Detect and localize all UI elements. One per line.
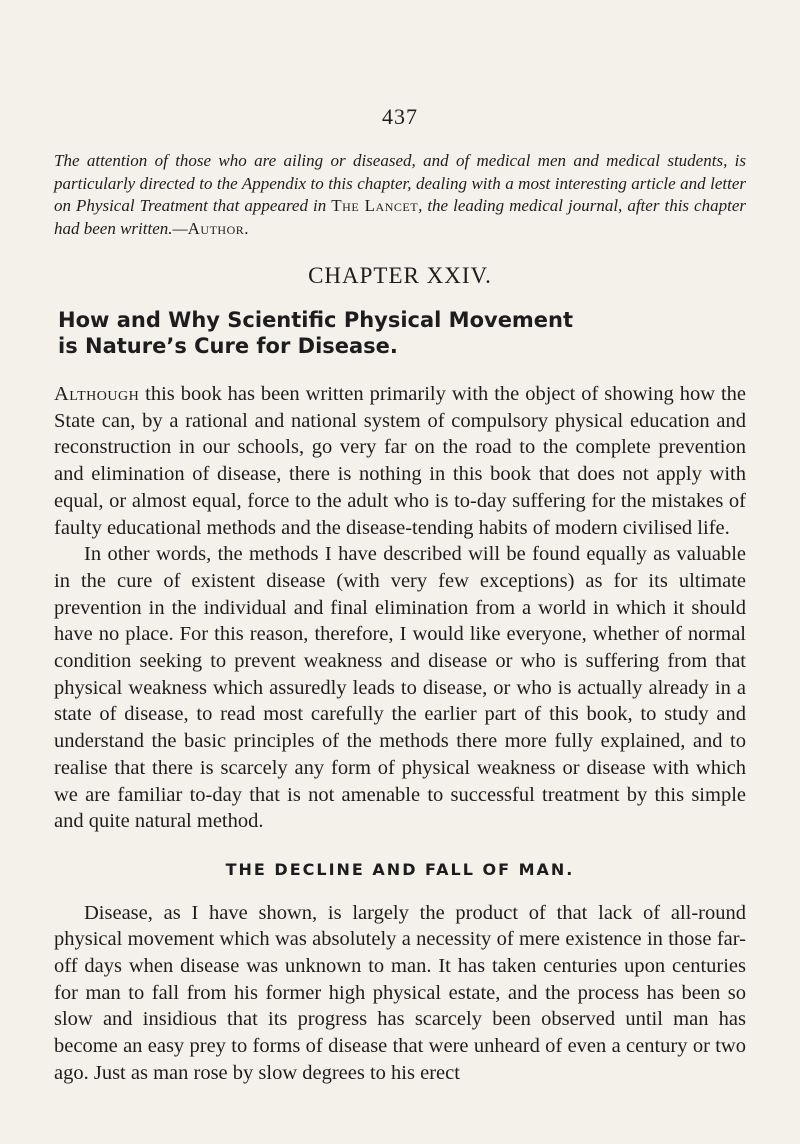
- paragraph-1-text: this book has been written primarily with the object of showing how the State can, by a rational and national system of compulsory physical education and reconstruction in our schools, go very far on the road to the complete prevention and elimination of disease, there is nothing in this book that does not apply with equal, or almost equal, force to the adult who is to-day suffering for the mistakes of faulty educational methods and the disease-tending habits of modern civilised life.: [54, 383, 746, 539]
- section-heading: THE DECLINE AND FALL OF MAN.: [225, 859, 575, 879]
- paragraph-2: In other words, the methods I have described will be found equally as valuable in the cure of existent disease (with very few exceptions) as for its ultimate prevention in the individual and final elimination from a world in which it should have no place. For this reason, therefore, I would like everyone, whether of normal condition seeking to prevent weakness and disease or who is suffering from that physical weakness which assuredly leads to disease, or who is actually already in a state of disease, to read most carefully the earlier part of this book, to study and understand the basic principles of the methods there more fully explained, and to realise that there is scarcely any form of physical weakness or disease with which we are familiar to-day that is not amenable to successful treatment by this simple and quite natural method.: [54, 543, 746, 833]
- page-number: 437: [382, 104, 418, 129]
- author-note-text-1: The attention of those who are ailing or diseased, and of medical men and medical students, is particularly directed to the Appendix to this chapter, dealing with a most interesting article and letter on Physical Treatment that appeared in: [54, 151, 746, 215]
- chapter-title-line-1: How and Why Scientific Physical Movement: [58, 308, 574, 332]
- author-signature: Author.: [187, 218, 249, 238]
- author-note-text-2: , the leading medical journal, after this chapter had been written.—: [54, 196, 746, 238]
- section-paragraph: Disease, as I have shown, is largely the product of that lack of all-round physical movement which was absolutely a necessity of mere existence in those far-off days when disease was unknown to man. It has taken centuries upon centuries for man to fall from his former high physical estate, and the process has been so slow and insidious that its progress has scarcely been observed until man has become an easy prey to forms of disease that were unheard of even a century or two ago. Just as man rose by slow degrees to his erect: [54, 901, 746, 1084]
- chapter-title: [54, 307, 746, 359]
- paragraph-1: [54, 381, 746, 541]
- author-note: [54, 150, 746, 240]
- chapter-title-line-2: is Nature’s Cure for Disease.: [58, 334, 398, 358]
- paragraph-1-lead-word: Although: [54, 383, 140, 405]
- page-content: [54, 150, 746, 1087]
- journal-name: The Lancet: [331, 196, 419, 215]
- chapter-heading: CHAPTER XXIV.: [308, 263, 492, 288]
- chapter-body: [54, 381, 746, 1087]
